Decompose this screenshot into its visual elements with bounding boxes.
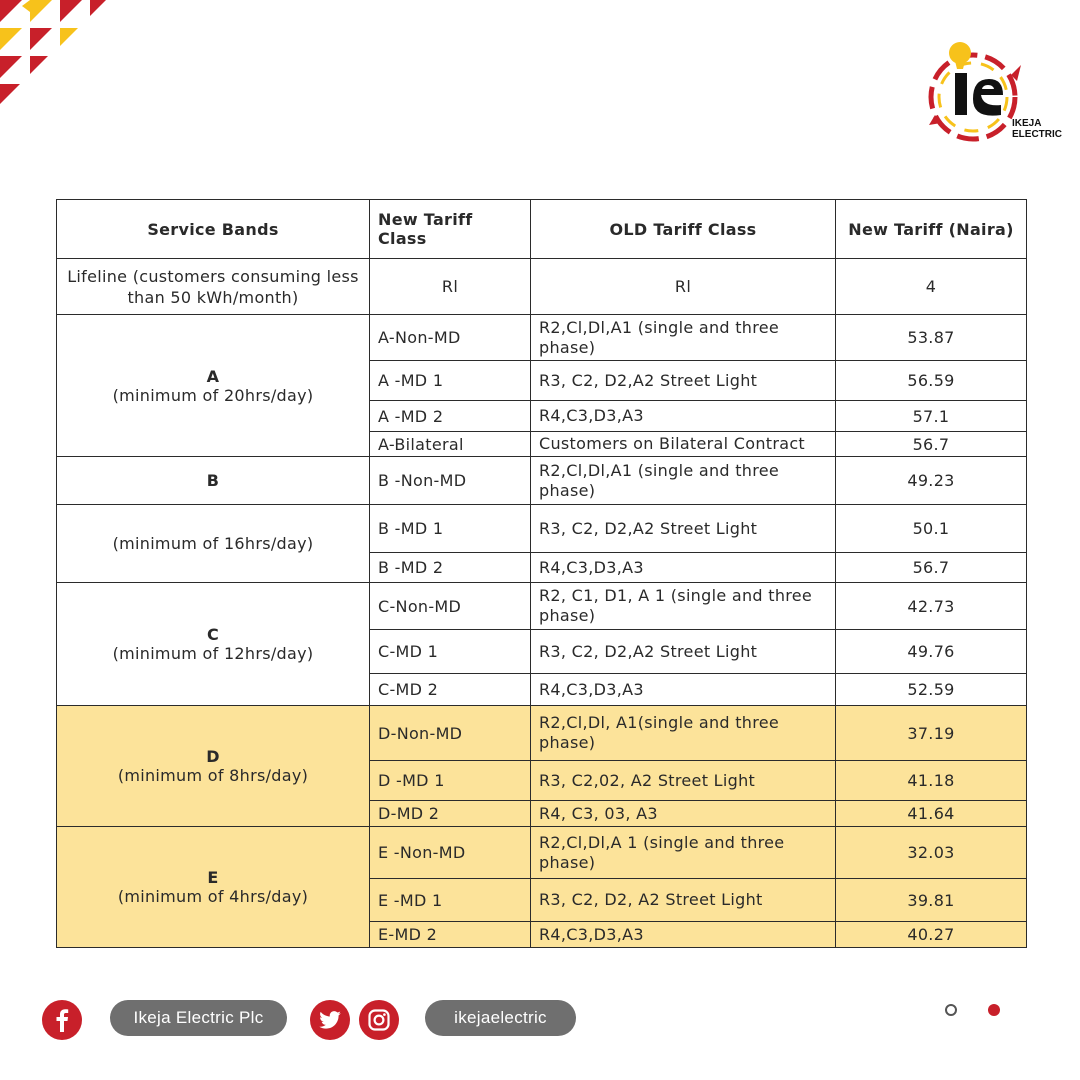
new-class-cell: C-MD 1: [370, 630, 531, 674]
tariff-cell: 56.7: [836, 432, 1027, 457]
tariff-cell: 52.59: [836, 674, 1027, 706]
old-class-cell: R4,C3,D3,A3: [531, 401, 836, 432]
new-class-cell: E -Non-MD: [370, 827, 531, 879]
band-d-name: D: [206, 747, 220, 766]
old-class-cell: R4,C3,D3,A3: [531, 674, 836, 706]
band-b-name-cell: [57, 457, 370, 505]
new-class-cell: C-Non-MD: [370, 583, 531, 630]
new-class-cell: B -Non-MD: [370, 457, 531, 505]
table-row-lifeline: [57, 259, 1027, 315]
band-a: [57, 315, 370, 457]
new-class-cell: D -MD 1: [370, 761, 531, 801]
table-row: [57, 457, 1027, 505]
footer: [0, 1000, 1080, 1040]
pagination-dot-2-active[interactable]: [988, 1004, 1000, 1016]
band-e: [57, 827, 370, 948]
old-class-cell: R2,Cl,Dl, A1(single and three phase): [531, 706, 836, 761]
tariff-cell: 50.1: [836, 505, 1027, 553]
new-class-cell: E -MD 1: [370, 879, 531, 922]
table-row: [57, 706, 1027, 761]
twitter-icon[interactable]: [310, 1000, 350, 1040]
old-class-cell: R2,Cl,Dl,A1 (single and three phase): [531, 315, 836, 361]
band-c: [57, 583, 370, 706]
tariff-cell: 57.1: [836, 401, 1027, 432]
new-class-cell: D-MD 2: [370, 801, 531, 827]
new-class-cell: A-Non-MD: [370, 315, 531, 361]
table-row: [57, 583, 1027, 630]
new-class-cell: A -MD 1: [370, 361, 531, 401]
band-e-desc: (minimum of 4hrs/day): [117, 887, 309, 906]
old-class-cell: R4,C3,D3,A3: [531, 922, 836, 948]
old-class-cell: Rl: [531, 259, 836, 315]
logo-caption-line2: ELECTRIC: [1012, 129, 1062, 140]
old-class-cell: R4, C3, 03, A3: [531, 801, 836, 827]
band-a-name: A: [206, 366, 220, 386]
tariff-cell: 49.23: [836, 457, 1027, 505]
facebook-icon[interactable]: [42, 1000, 82, 1040]
new-class-cell: E-MD 2: [370, 922, 531, 948]
old-class-cell: R4,C3,D3,A3: [531, 553, 836, 583]
tariff-cell: 40.27: [836, 922, 1027, 948]
tariff-cell: 56.7: [836, 553, 1027, 583]
old-class-cell: Customers on Bilateral Contract: [531, 432, 836, 457]
new-class-cell: B -MD 1: [370, 505, 531, 553]
old-class-cell: R2,Cl,Dl,A 1 (single and three phase): [531, 827, 836, 879]
header-service-bands: Service Bands: [57, 200, 370, 259]
social-handle-pill[interactable]: ikejaelectric: [425, 1000, 576, 1036]
table-row: [57, 315, 1027, 361]
corner-pattern: [0, 0, 110, 110]
table-row: [57, 827, 1027, 879]
tariff-cell: 37.19: [836, 706, 1027, 761]
band-b-desc: (minimum of 16hrs/day): [57, 505, 370, 583]
facebook-handle-pill[interactable]: Ikeja Electric Plc: [110, 1000, 287, 1036]
old-class-cell: R3, C2, D2,A2 Street Light: [531, 630, 836, 674]
old-class-cell: R3, C2, D2,A2 Street Light: [531, 361, 836, 401]
old-class-cell: R2, C1, D1, A 1 (single and three phase): [531, 583, 836, 630]
tariff-cell: 41.18: [836, 761, 1027, 801]
old-class-cell: R3, C2, D2,A2 Street Light: [531, 505, 836, 553]
tariff-cell: 49.76: [836, 630, 1027, 674]
header-new-tariff-class: New Tariff Class: [370, 200, 531, 259]
tariff-cell: 4: [836, 259, 1027, 315]
band-d: [57, 706, 370, 827]
header-row: [57, 200, 1027, 259]
band-c-desc: (minimum of 12hrs/day): [112, 644, 314, 663]
old-class-cell: R3, C2,02, A2 Street Light: [531, 761, 836, 801]
tariff-cell: 42.73: [836, 583, 1027, 630]
logo-caption-line1: IKEJA: [1012, 118, 1042, 129]
band-d-desc: (minimum of 8hrs/day): [117, 766, 309, 785]
band-e-name: E: [207, 868, 219, 887]
tariff-cell: 53.87: [836, 315, 1027, 361]
instagram-icon[interactable]: [359, 1000, 399, 1040]
new-class-cell: Rl: [370, 259, 531, 315]
new-class-cell: C-MD 2: [370, 674, 531, 706]
tariff-table: [56, 199, 1027, 948]
new-class-cell: B -MD 2: [370, 553, 531, 583]
old-class-cell: R3, C2, D2, A2 Street Light: [531, 879, 836, 922]
header-new-tariff-naira: New Tariff (Naira): [836, 200, 1027, 259]
table-row: [57, 505, 1027, 553]
header-old-tariff-class: OLD Tariff Class: [531, 200, 836, 259]
band-b-name: B: [206, 471, 220, 490]
band-a-desc: (minimum of 20hrs/day): [112, 385, 314, 405]
band-lifeline: Lifeline (customers consuming less than 50 kWh/month): [57, 259, 370, 315]
tariff-cell: 32.03: [836, 827, 1027, 879]
logo-caption: [1012, 118, 1062, 140]
new-class-cell: A-Bilateral: [370, 432, 531, 457]
band-c-name: C: [206, 625, 220, 644]
new-class-cell: D-Non-MD: [370, 706, 531, 761]
tariff-cell: 41.64: [836, 801, 1027, 827]
tariff-cell: 56.59: [836, 361, 1027, 401]
pagination-dot-1[interactable]: [945, 1004, 957, 1016]
new-class-cell: A -MD 2: [370, 401, 531, 432]
old-class-cell: R2,Cl,Dl,A1 (single and three phase): [531, 457, 836, 505]
tariff-cell: 39.81: [836, 879, 1027, 922]
